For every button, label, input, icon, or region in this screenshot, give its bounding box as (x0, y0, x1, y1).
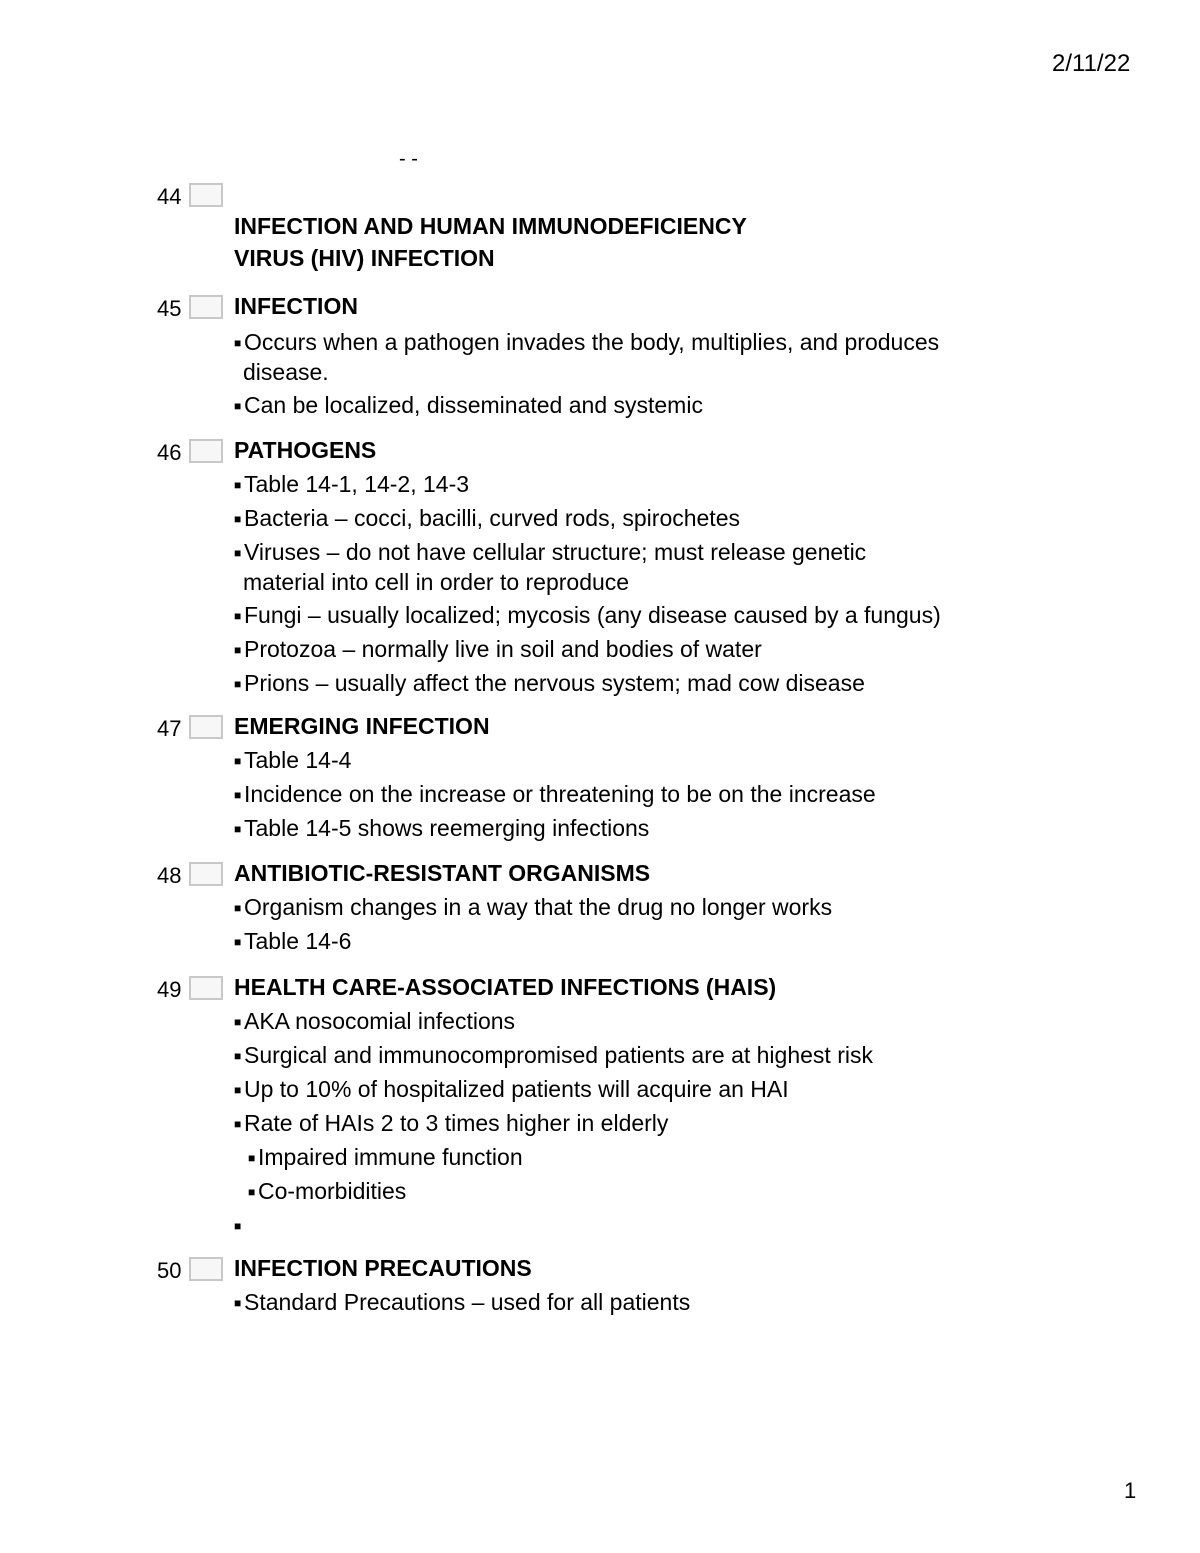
slide-title: INFECTION (234, 293, 358, 319)
slide-number: 48 (157, 863, 182, 888)
bullet-icon: ■ (234, 788, 242, 802)
slide-thumbnail-box (189, 183, 223, 207)
slide-title: EMERGING INFECTION (234, 713, 490, 739)
list-item: ■ Standard Precautions – used for all patients (234, 1288, 690, 1318)
bullet-icon: ■ (234, 478, 242, 492)
list-item: ■ Bacteria – cocci, bacilli, curved rods, spirochetes (234, 504, 941, 534)
sub-list-item: ■ Co-morbidities (234, 1177, 873, 1207)
bullet-icon: ■ (248, 1185, 256, 1199)
slide-number: 49 (157, 977, 182, 1002)
date-header: 2/11/22 (1052, 50, 1131, 77)
bullet-icon: ■ (234, 399, 242, 413)
list-item: ■ Protozoa – normally live in soil and bodies of water (234, 635, 941, 665)
bullet-icon: ■ (234, 1296, 242, 1310)
slide-title: ANTIBIOTIC-RESISTANT ORGANISMS (234, 860, 651, 886)
bullet-icon: ■ (234, 901, 242, 915)
list-item: ■ Table 14-6 (234, 927, 832, 957)
list-item: ■ Can be localized, disseminated and systemic (234, 391, 939, 421)
bullet-list (234, 470, 941, 703)
bullet-list (234, 1288, 690, 1322)
list-item: ■ Surgical and immunocompromised patients are at highest risk (234, 1041, 873, 1071)
bullet-icon: ■ (248, 1151, 256, 1165)
dash-marks: - - (399, 148, 418, 170)
slide-thumbnail-box (189, 295, 223, 319)
bullet-icon: ■ (234, 609, 242, 623)
slide-number: 50 (157, 1258, 182, 1283)
slide-thumbnail-box (189, 862, 223, 886)
slide-thumbnail-box (189, 715, 223, 739)
list-item: ■ Fungi – usually localized; mycosis (any disease caused by a fungus) (234, 601, 941, 631)
slide-number: 46 (157, 440, 182, 465)
bullet-icon: ■ (234, 935, 242, 949)
list-item: ■ Occurs when a pathogen invades the body, multiplies, and produces disease. (234, 329, 940, 385)
slide-title: HEALTH CARE-ASSOCIATED INFECTIONS (HAIS) (234, 974, 777, 1000)
list-item: ■ Organism changes in a way that the drug no longer works (234, 893, 832, 923)
list-item: ■ Viruses – do not have cellular structure; must release genetic material into cell in order to reproduce (234, 539, 867, 595)
slide-title: PATHOGENS (234, 437, 377, 463)
sub-list-item: ■ Impaired immune function (234, 1143, 873, 1173)
list-item: ■ Table 14-1, 14-2, 14-3 (234, 470, 941, 500)
list-item: ■ Incidence on the increase or threatening to be on the increase (234, 780, 876, 810)
bullet-icon: ■ (234, 546, 242, 560)
bullet-icon: ■ (234, 512, 242, 526)
empty-list-item (234, 1211, 873, 1241)
slide-thumbnail-box (189, 1257, 223, 1281)
slide-title: INFECTION PRECAUTIONS (234, 1255, 532, 1281)
slide-title-line-2: VIRUS (HIV) INFECTION (234, 245, 495, 271)
slide-number: 45 (157, 296, 182, 321)
list-item: ■ Table 14-4 (234, 746, 876, 776)
bullet-icon: ■ (234, 1083, 242, 1097)
bullet-list (234, 1007, 873, 1245)
list-item: ■ AKA nosocomial infections (234, 1007, 873, 1037)
list-item: ■ Up to 10% of hospitalized patients will acquire an HAI (234, 1075, 873, 1105)
bullet-icon: ■ (234, 1219, 242, 1233)
list-item: ■ Table 14-5 shows reemerging infections (234, 814, 876, 844)
bullet-list (234, 328, 939, 425)
page-number: 1 (1124, 1478, 1137, 1503)
bullet-icon: ■ (234, 1117, 242, 1131)
bullet-icon: ■ (234, 754, 242, 768)
bullet-icon: ■ (234, 643, 242, 657)
bullet-icon: ■ (234, 336, 242, 350)
slide-thumbnail-box (189, 439, 223, 463)
slide-number: 44 (157, 184, 182, 209)
slide-number: 47 (157, 716, 182, 741)
bullet-list (234, 746, 876, 848)
bullet-icon: ■ (234, 822, 242, 836)
list-item: ■ Rate of HAIs 2 to 3 times higher in elderly (234, 1109, 873, 1139)
bullet-icon: ■ (234, 1049, 242, 1063)
bullet-icon: ■ (234, 677, 242, 691)
list-item: ■ Prions – usually affect the nervous system; mad cow disease (234, 669, 941, 699)
slide-thumbnail-box (189, 976, 223, 1000)
bullet-icon: ■ (234, 1015, 242, 1029)
bullet-list (234, 893, 832, 961)
slide-title-line-1: INFECTION AND HUMAN IMMUNODEFICIENCY (234, 213, 747, 239)
